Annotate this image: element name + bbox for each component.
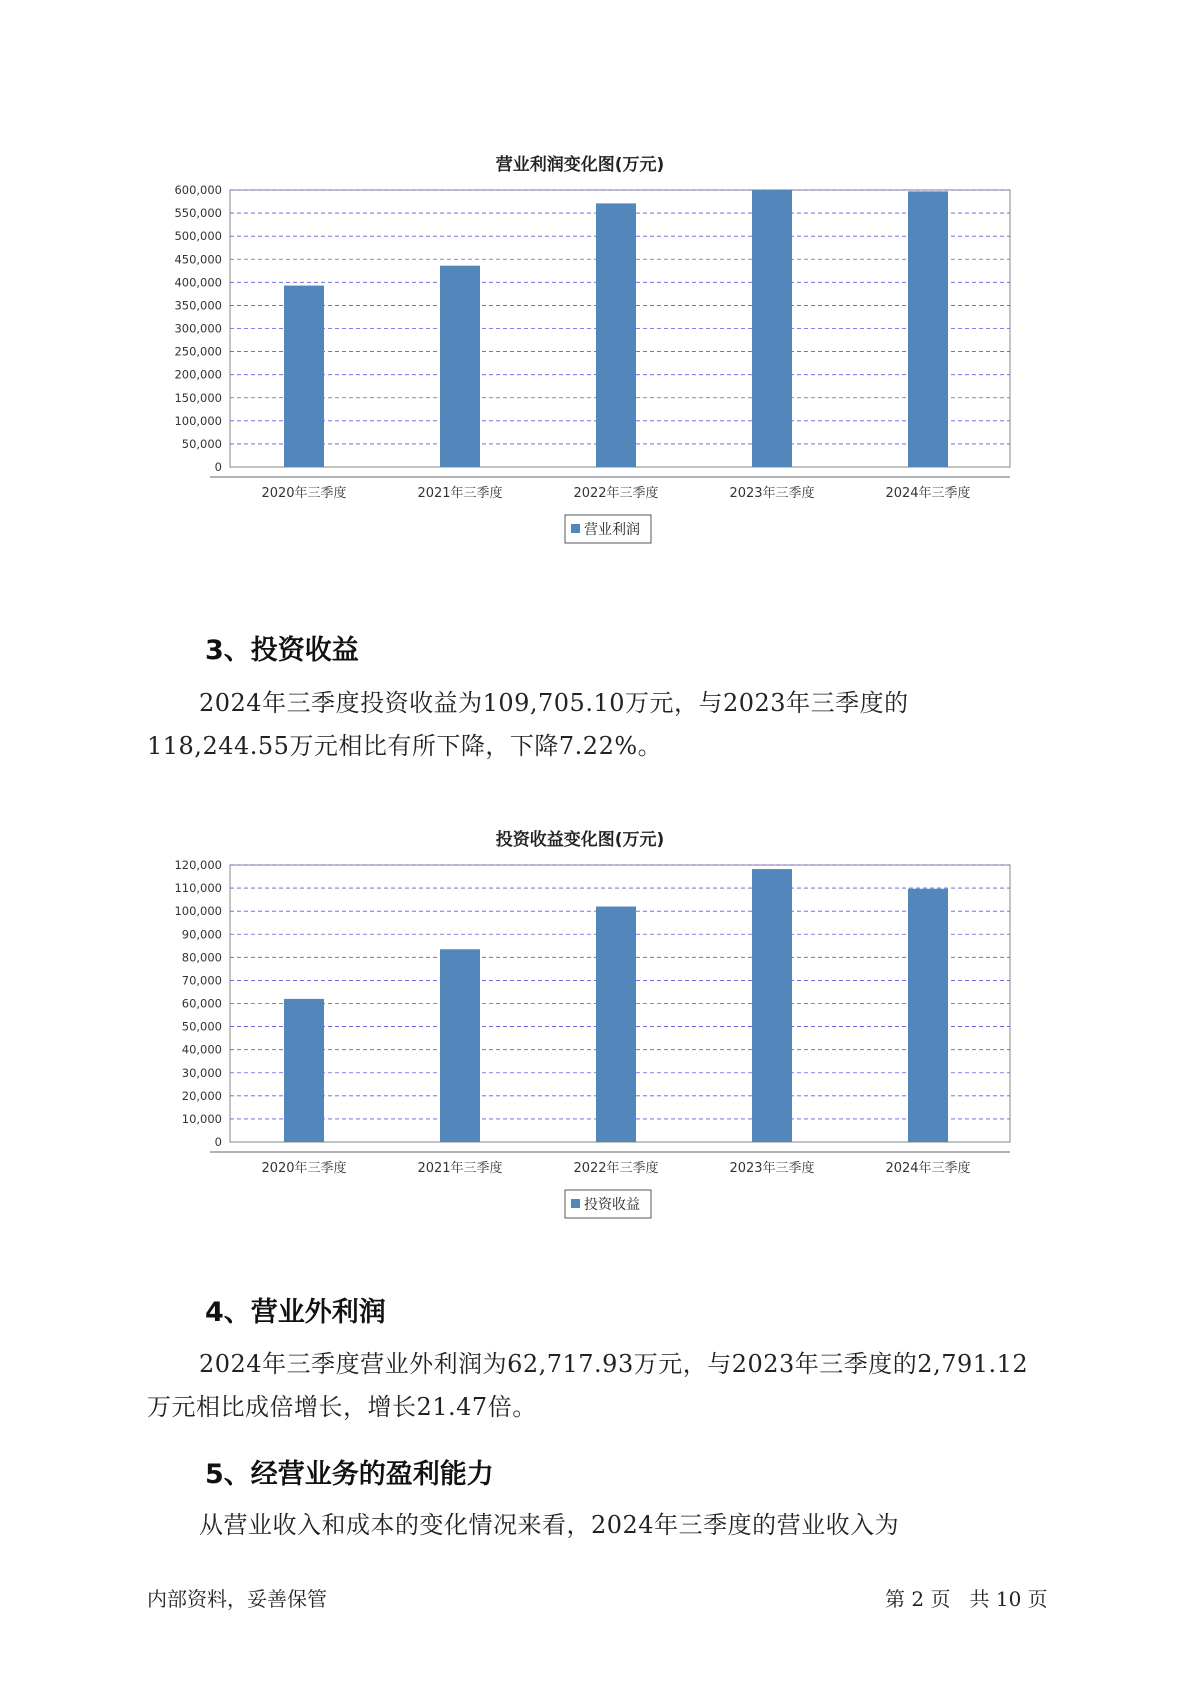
x-tick-label: 2021年三季度 <box>417 1161 503 1176</box>
x-tick-label: 2022年三季度 <box>573 486 659 501</box>
paragraph-line: 从营业收入和成本的变化情况来看，2024年三季度的营业收入为 <box>199 1511 900 1539</box>
paragraph-investment-income <box>147 682 1087 768</box>
y-tick-label: 350,000 <box>174 298 222 313</box>
bar <box>284 999 324 1142</box>
x-tick-label: 2020年三季度 <box>261 486 347 501</box>
paragraph-line: 118,244.55万元相比有所下降，下降7.22%。 <box>147 732 663 760</box>
y-tick-label: 10,000 <box>181 1111 222 1126</box>
y-tick-label: 120,000 <box>174 858 222 872</box>
section-heading-non-operating-profit: 4、营业外利润 <box>205 1297 386 1328</box>
y-tick-label: 30,000 <box>181 1065 222 1080</box>
bar <box>440 266 480 467</box>
y-tick-label: 50,000 <box>181 436 222 451</box>
x-tick-label: 2024年三季度 <box>885 486 971 501</box>
x-tick-label: 2020年三季度 <box>261 1161 347 1176</box>
y-tick-label: 40,000 <box>181 1042 222 1057</box>
y-tick-label: 0 <box>214 1135 222 1149</box>
operating-profit-chart <box>150 145 1020 595</box>
bar <box>440 949 480 1142</box>
footer-page-number: 第 2 页 共 10 页 <box>885 1587 1048 1611</box>
paragraph-line: 2024年三季度营业外利润为62,717.93万元，与2023年三季度的2,791.12 <box>199 1350 1029 1378</box>
y-tick-label: 0 <box>214 460 222 474</box>
section-heading-business-profitability: 5、经营业务的盈利能力 <box>205 1459 494 1490</box>
bar <box>596 907 636 1142</box>
y-tick-label: 200,000 <box>174 367 222 382</box>
chart-svg <box>150 820 1020 1270</box>
legend-label: 投资收益 <box>584 1197 640 1213</box>
paragraph-line: 万元相比成倍增长，增长21.47倍。 <box>147 1393 537 1421</box>
y-tick-label: 300,000 <box>174 321 222 336</box>
y-tick-label: 60,000 <box>181 996 222 1011</box>
y-tick-label: 90,000 <box>181 927 222 942</box>
x-tick-label: 2023年三季度 <box>729 1161 815 1176</box>
bar <box>752 190 792 467</box>
x-tick-label: 2024年三季度 <box>885 1161 971 1176</box>
y-tick-label: 70,000 <box>181 973 222 988</box>
x-tick-label: 2022年三季度 <box>573 1161 659 1176</box>
x-tick-label: 2023年三季度 <box>729 486 815 501</box>
y-tick-label: 400,000 <box>174 275 222 290</box>
y-tick-label: 150,000 <box>174 390 222 405</box>
bar <box>908 889 948 1142</box>
y-tick-label: 600,000 <box>174 183 222 197</box>
y-tick-label: 80,000 <box>181 950 222 965</box>
legend-swatch <box>571 1199 580 1208</box>
y-tick-label: 20,000 <box>181 1088 222 1103</box>
chart-title: 营业利润变化图(万元) <box>495 155 665 175</box>
y-tick-label: 110,000 <box>174 881 222 896</box>
bar <box>752 869 792 1142</box>
paragraph-line: 2024年三季度投资收益为109,705.10万元，与2023年三季度的 <box>199 689 909 717</box>
legend-swatch <box>571 524 580 533</box>
bar <box>908 191 948 467</box>
section-heading-investment-income: 3、投资收益 <box>205 635 359 666</box>
bar <box>596 203 636 467</box>
paragraph-business-profitability <box>147 1504 1087 1547</box>
y-tick-label: 100,000 <box>174 413 222 428</box>
investment-income-chart <box>150 820 1020 1270</box>
footer-left: 内部资料，妥善保管 <box>147 1587 327 1611</box>
bar <box>284 286 324 467</box>
y-tick-label: 550,000 <box>174 206 222 221</box>
y-tick-label: 50,000 <box>181 1019 222 1034</box>
paragraph-non-operating-profit <box>147 1343 1087 1429</box>
x-tick-label: 2021年三季度 <box>417 486 503 501</box>
chart-svg <box>150 145 1020 595</box>
y-tick-label: 250,000 <box>174 344 222 359</box>
y-tick-label: 100,000 <box>174 904 222 919</box>
chart-title: 投资收益变化图(万元) <box>495 830 665 850</box>
y-tick-label: 450,000 <box>174 252 222 267</box>
legend-label: 营业利润 <box>584 522 640 538</box>
y-tick-label: 500,000 <box>174 229 222 244</box>
